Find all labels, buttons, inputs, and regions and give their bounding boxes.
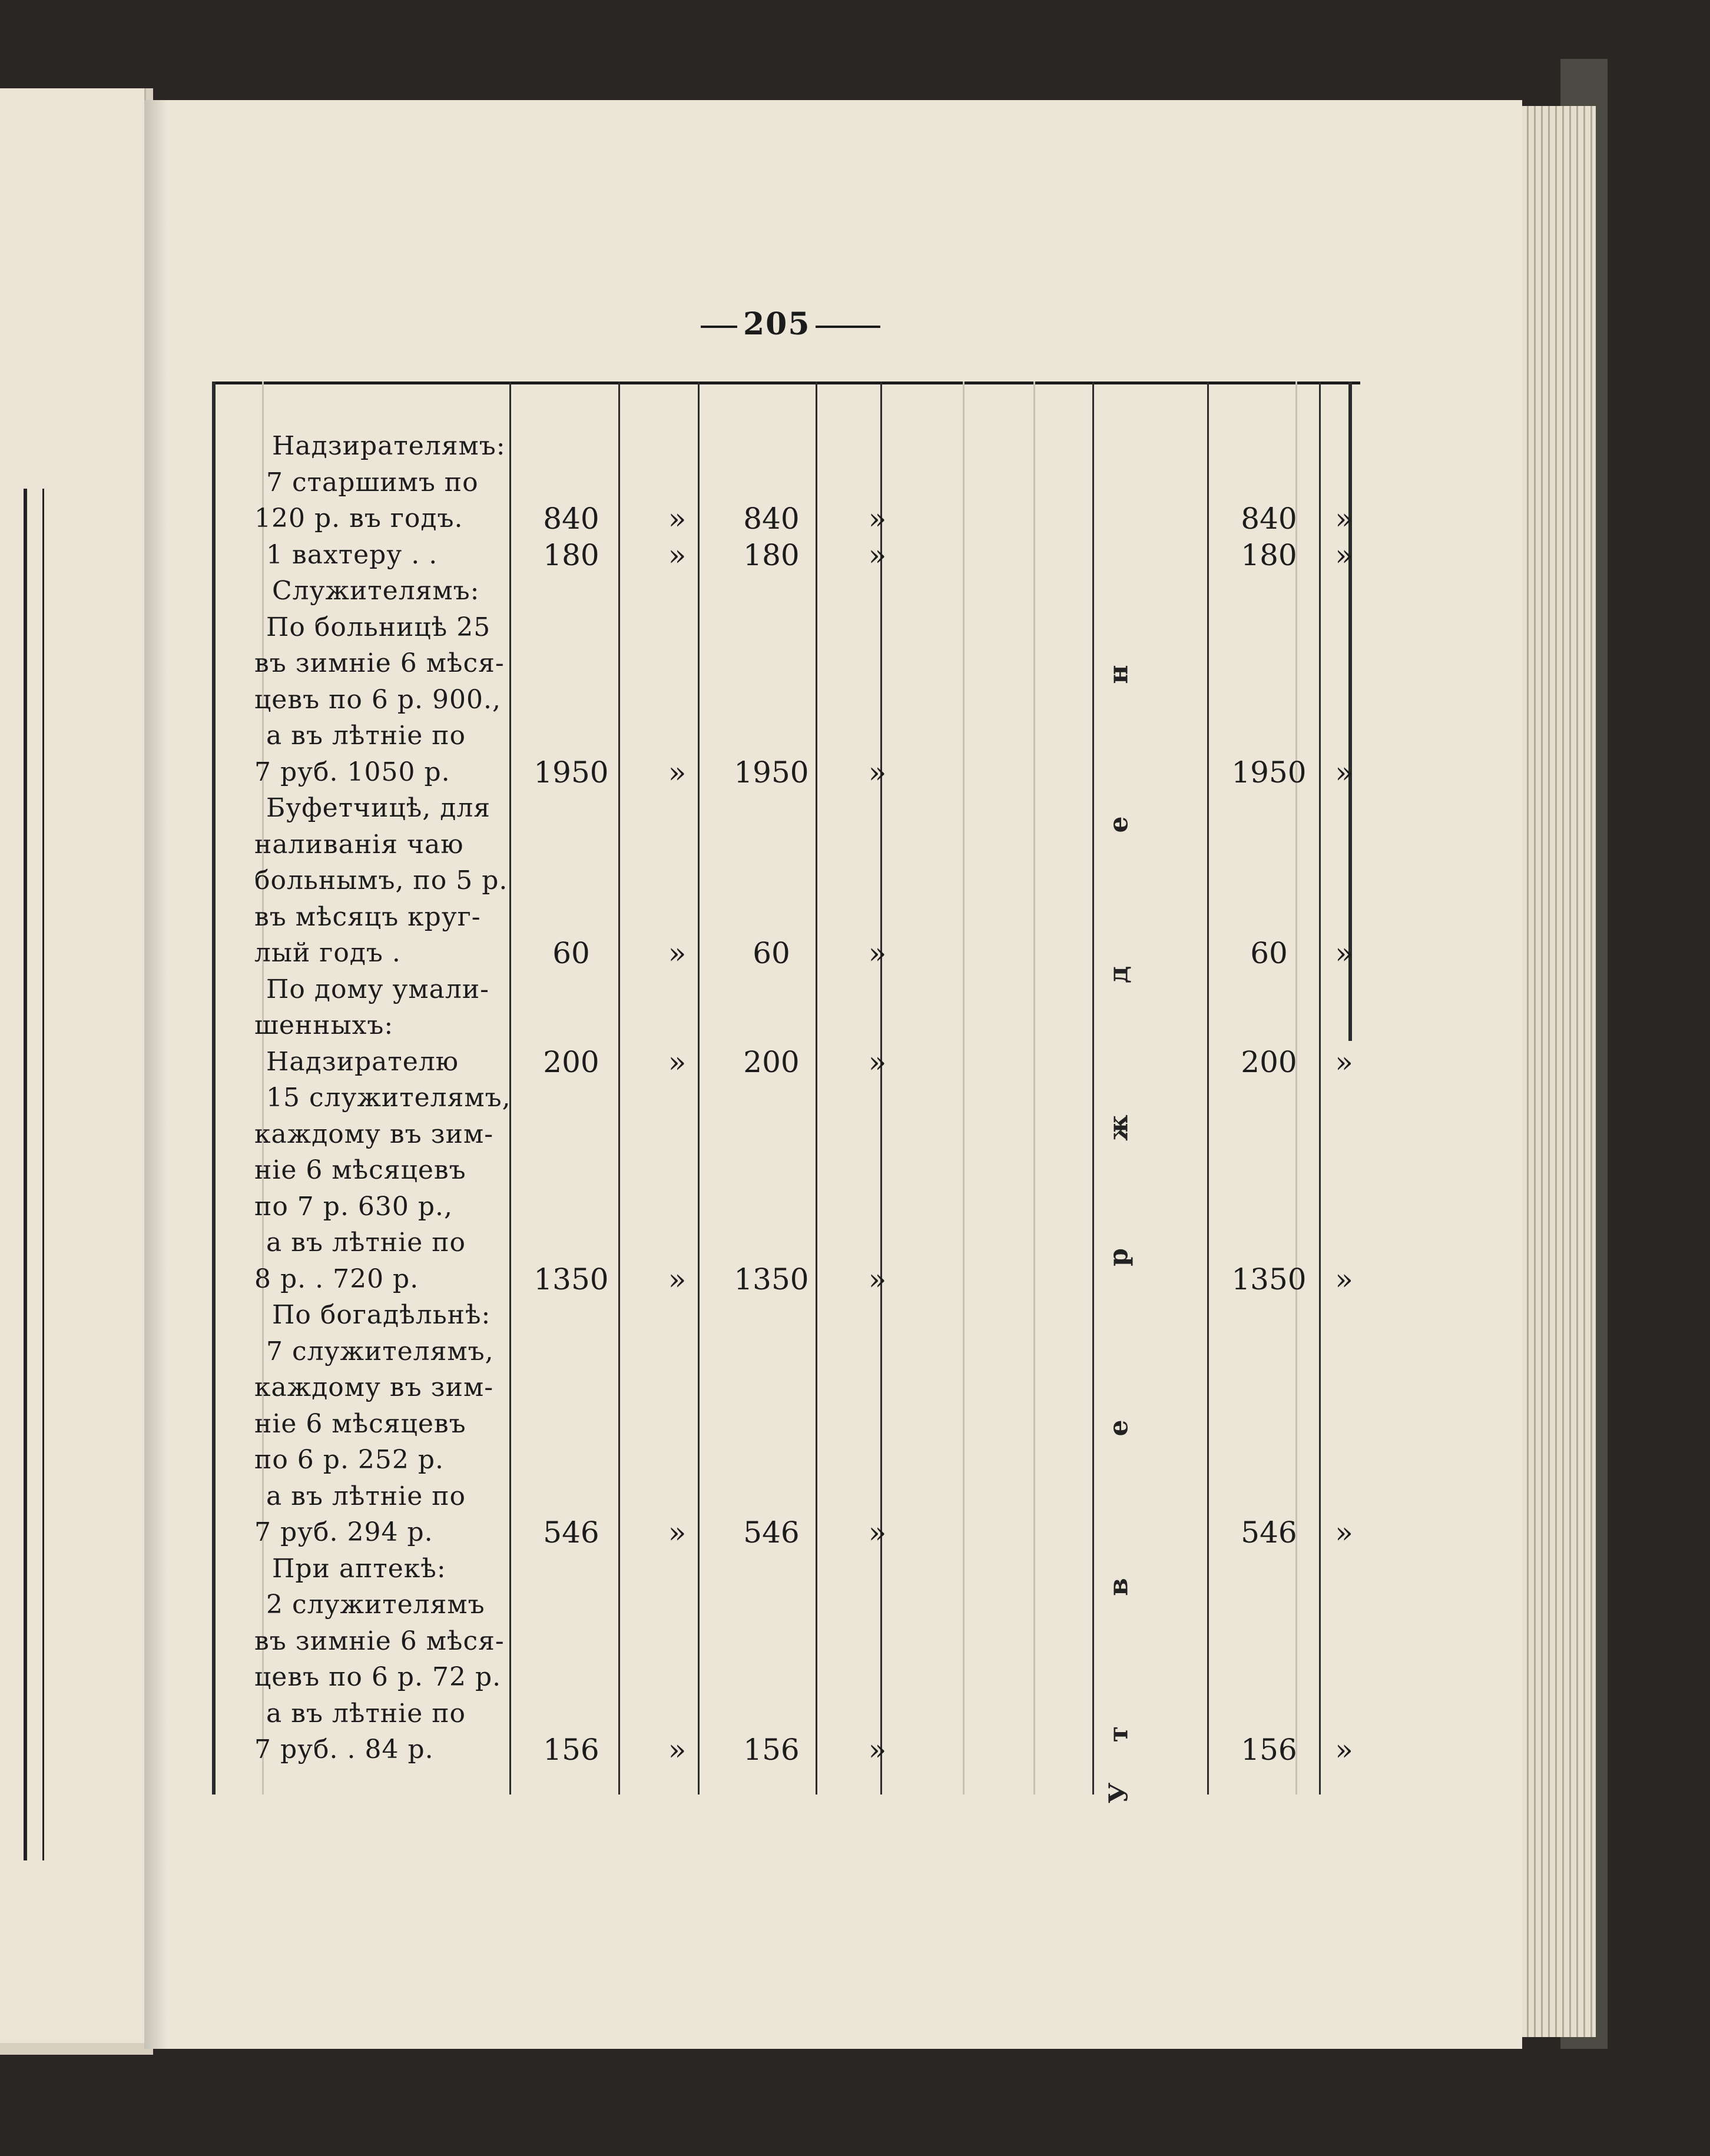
table-row	[212, 1732, 1360, 1767]
cell-c3: 546	[743, 1515, 800, 1550]
table-row	[212, 863, 1360, 898]
spine-shadow	[144, 100, 168, 2049]
row-description: цевъ по 6 р. 900.,	[254, 684, 501, 715]
vertical-letter: д	[1103, 963, 1134, 984]
cell-c4: »	[868, 1515, 887, 1550]
table-row	[212, 1189, 1360, 1225]
vertical-letter: У	[1103, 1780, 1134, 1804]
cell-c4: »	[868, 755, 887, 790]
cell-c5: 1350	[1231, 1262, 1307, 1296]
row-description: По богадѣльнѣ:	[272, 1300, 491, 1330]
table-row	[212, 1008, 1360, 1043]
cell-c3: 840	[743, 502, 800, 536]
cell-c6: »	[1335, 1733, 1353, 1767]
row-description: каждому въ зим-	[254, 1119, 494, 1149]
row-description: а въ лѣтніе по	[266, 1481, 466, 1511]
vertical-letter: е	[1103, 814, 1134, 833]
cell-c6: »	[1335, 1262, 1353, 1296]
cell-c5: 180	[1241, 538, 1297, 572]
vertical-letter: р	[1103, 1246, 1134, 1266]
table-row	[212, 1515, 1360, 1550]
table-row	[212, 682, 1360, 718]
cell-c5: 200	[1241, 1044, 1297, 1079]
cell-c4: »	[868, 1262, 887, 1296]
table-row	[212, 972, 1360, 1007]
row-description: Надзирателямъ:	[272, 431, 506, 461]
table-top-rule	[212, 382, 1360, 384]
page-number-text: 205	[743, 306, 811, 342]
cell-c1: 1350	[533, 1262, 609, 1296]
cell-c4: »	[868, 502, 887, 536]
cell-c6: »	[1335, 502, 1353, 536]
cell-c2: »	[668, 1044, 687, 1079]
cell-c4: »	[868, 1044, 887, 1079]
table-row	[212, 573, 1360, 609]
row-description: въ зимніе 6 мѣся-	[254, 648, 505, 678]
cell-c2: »	[668, 1515, 687, 1550]
table-row	[212, 1262, 1360, 1297]
row-description: По больницѣ 25	[266, 612, 491, 642]
cell-c1: 200	[543, 1044, 599, 1079]
vertical-letter: н	[1103, 662, 1134, 684]
table-row	[212, 1660, 1360, 1695]
table-row	[212, 429, 1360, 464]
page-number-dash	[701, 326, 737, 328]
table-row	[212, 1370, 1360, 1405]
row-description: по 7 р. 630 р.,	[254, 1191, 453, 1222]
cell-c5: 840	[1241, 502, 1297, 536]
cell-c1: 180	[543, 538, 599, 572]
table-row	[212, 1225, 1360, 1261]
table-row	[212, 1407, 1360, 1442]
row-description: Буфетчицѣ, для	[266, 793, 491, 823]
table-row	[212, 1044, 1360, 1080]
cell-c3: 60	[753, 936, 790, 970]
row-description: Служителямъ:	[272, 576, 480, 606]
cell-c1: 840	[543, 502, 599, 536]
vertical-letter: т	[1103, 1723, 1134, 1743]
table-row	[212, 1080, 1360, 1116]
row-description: ніе 6 мѣсяцевъ	[254, 1155, 466, 1185]
row-description: При аптекѣ:	[272, 1553, 446, 1584]
cell-c6: »	[1335, 1515, 1353, 1550]
table-row	[212, 1117, 1360, 1152]
page-number	[701, 306, 889, 342]
page-number-dash	[816, 326, 880, 328]
cell-c1: 60	[552, 936, 590, 970]
cell-c6: »	[1335, 1044, 1353, 1079]
table-row	[212, 1479, 1360, 1514]
row-description: 7 руб. . 84 р.	[254, 1734, 434, 1764]
cell-c1: 156	[543, 1733, 599, 1767]
left-page-rule	[24, 489, 27, 1860]
table-row	[212, 827, 1360, 863]
cell-c2: »	[668, 1733, 687, 1767]
table-row	[212, 1551, 1360, 1587]
vertical-letter: е	[1103, 1417, 1134, 1437]
row-description: 2 служителямъ	[266, 1590, 485, 1620]
cell-c2: »	[668, 538, 687, 572]
left-page	[0, 88, 146, 2043]
row-description: ніе 6 мѣсяцевъ	[254, 1408, 466, 1439]
row-description: 8 р. . 720 р.	[254, 1263, 419, 1294]
cell-c5: 1950	[1231, 755, 1307, 790]
table-row	[212, 610, 1360, 645]
table-row	[212, 501, 1360, 536]
row-description: шенныхъ:	[254, 1010, 394, 1040]
row-description: 7 старшимъ по	[266, 467, 479, 497]
table-row	[212, 791, 1360, 826]
cell-c2: »	[668, 502, 687, 536]
table-row	[212, 755, 1360, 790]
cell-c3: 200	[743, 1044, 800, 1079]
row-description: а въ лѣтніе по	[266, 1698, 466, 1729]
cell-c4: »	[868, 936, 887, 970]
table-row	[212, 1153, 1360, 1188]
row-description: наливанія чаю	[254, 829, 464, 860]
staff-salary-table	[212, 382, 1360, 1804]
cell-c3: 156	[743, 1733, 800, 1767]
row-description: 1 вахтеру . .	[266, 539, 438, 570]
cell-c2: »	[668, 936, 687, 970]
row-description: въ зимніе 6 мѣся-	[254, 1626, 505, 1656]
row-description: каждому въ зим-	[254, 1372, 494, 1402]
table-row	[212, 465, 1360, 500]
row-description: Надзирателю	[266, 1046, 459, 1077]
row-description: лый годъ .	[254, 938, 401, 968]
cell-c5: 156	[1241, 1733, 1297, 1767]
cell-c6: »	[1335, 538, 1353, 572]
table-row	[212, 1298, 1360, 1333]
left-page-rule	[42, 489, 44, 1860]
row-description: По дому умали-	[266, 974, 490, 1004]
row-description: 15 служителямъ,	[266, 1083, 511, 1113]
table-row	[212, 936, 1360, 971]
table-row	[212, 1587, 1360, 1623]
row-description: 120 р. въ годъ.	[254, 503, 463, 533]
cell-c3: 180	[743, 538, 800, 572]
cell-c2: »	[668, 1262, 687, 1296]
table-row	[212, 1442, 1360, 1478]
cell-c6: »	[1335, 755, 1353, 790]
cell-c1: 1950	[533, 755, 609, 790]
cell-c5: 546	[1241, 1515, 1297, 1550]
cell-c4: »	[868, 538, 887, 572]
row-description: больнымъ, по 5 р.	[254, 865, 508, 895]
row-description: по 6 р. 252 р.	[254, 1445, 445, 1475]
cell-c1: 546	[543, 1515, 599, 1550]
table-row	[212, 1624, 1360, 1659]
cell-c4: »	[868, 1733, 887, 1767]
row-description: 7 руб. 1050 р.	[254, 757, 450, 787]
row-description: цевъ по 6 р. 72 р.	[254, 1662, 502, 1692]
cell-c3: 1950	[734, 755, 809, 790]
cell-c5: 60	[1250, 936, 1288, 970]
vertical-letter: в	[1103, 1575, 1134, 1596]
vertical-letter: ж	[1103, 1112, 1134, 1141]
table-row	[212, 900, 1360, 935]
cell-c6: »	[1335, 936, 1353, 970]
table-row	[212, 1334, 1360, 1369]
row-description: а въ лѣтніе по	[266, 1228, 466, 1258]
cell-c2: »	[668, 755, 687, 790]
table-row	[212, 646, 1360, 681]
table-row	[212, 1696, 1360, 1732]
table-row	[212, 718, 1360, 754]
row-description: въ мѣсяцъ круг-	[254, 901, 481, 932]
cell-c3: 1350	[734, 1262, 809, 1296]
table-row	[212, 538, 1360, 573]
row-description: 7 служителямъ,	[266, 1336, 494, 1366]
row-description: а въ лѣтніе по	[266, 721, 466, 751]
row-description: 7 руб. 294 р.	[254, 1517, 433, 1547]
